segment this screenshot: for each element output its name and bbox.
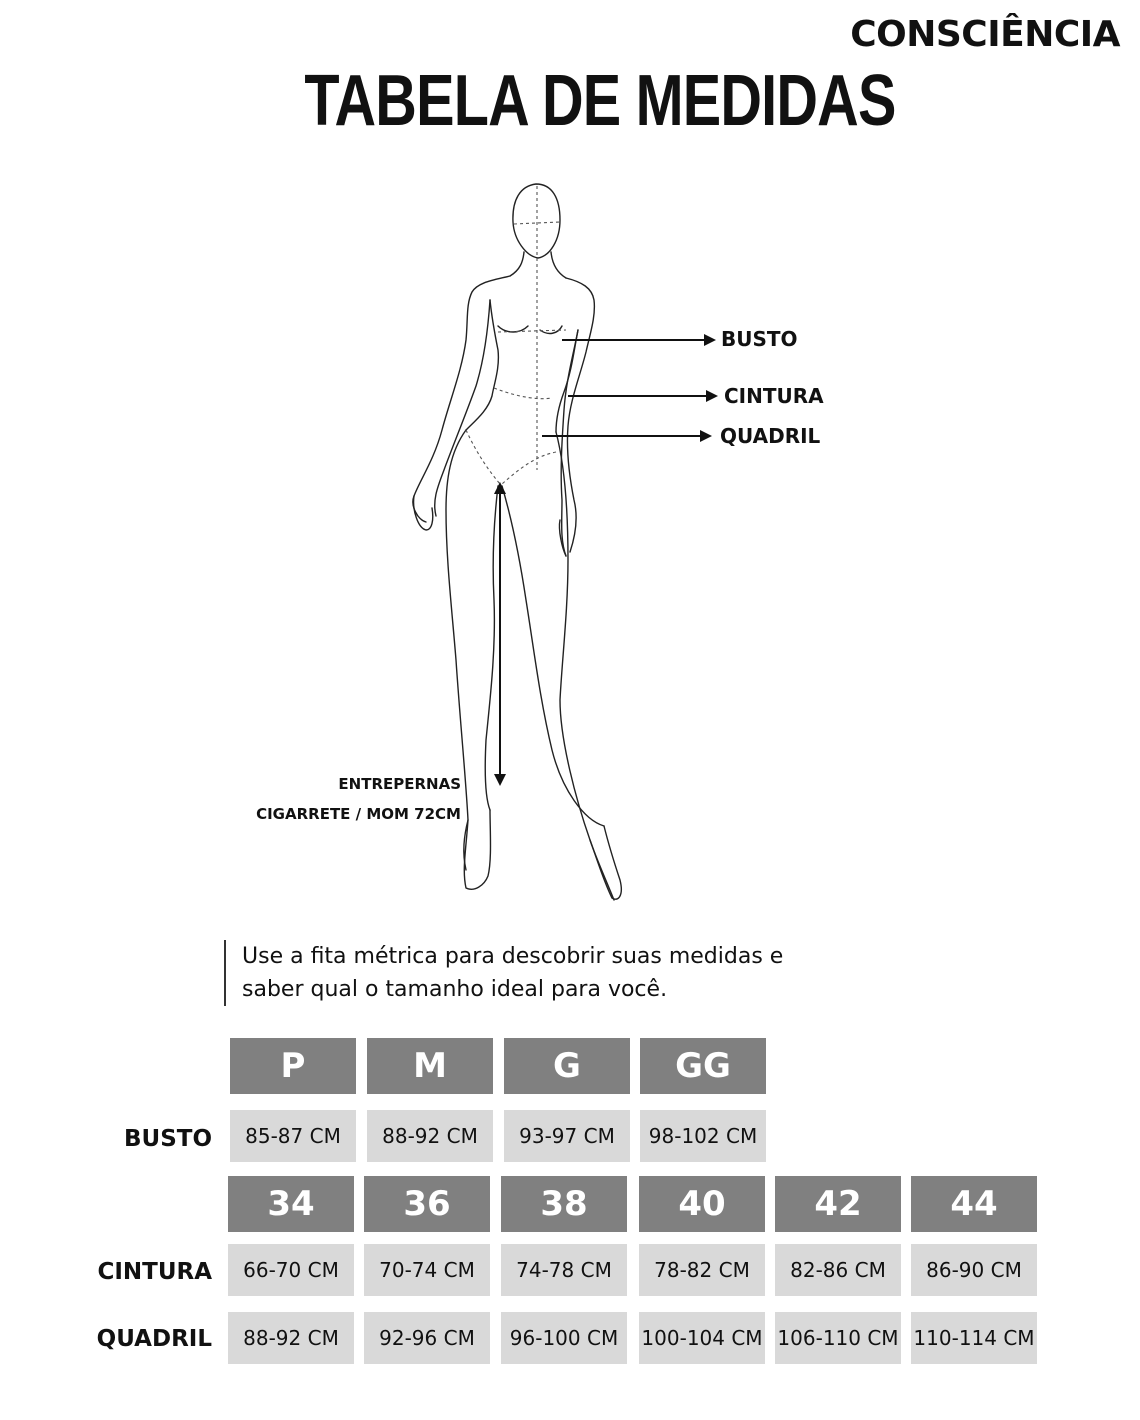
instruction-line-2: saber qual o tamanho ideal para você. <box>242 977 668 1002</box>
size-header-44: 44 <box>911 1176 1037 1232</box>
quadril-value-44: 110-114 CM <box>911 1312 1037 1364</box>
cintura-value-34: 66-70 CM <box>228 1244 354 1296</box>
size-header-g: G <box>504 1038 630 1094</box>
inseam-label-value: CIGARRETE / MOM 72CM <box>256 805 461 823</box>
cintura-value-36: 70-74 CM <box>364 1244 490 1296</box>
quadril-value-40: 100-104 CM <box>639 1312 765 1364</box>
size-header-36: 36 <box>364 1176 490 1232</box>
busto-label: BUSTO <box>721 327 798 351</box>
cintura-value-42: 82-86 CM <box>775 1244 901 1296</box>
size-header-40: 40 <box>639 1176 765 1232</box>
instruction-text <box>224 940 783 1006</box>
cintura-value-44: 86-90 CM <box>911 1244 1037 1296</box>
row-label-busto: BUSTO <box>123 1126 212 1152</box>
busto-value-m: 88-92 CM <box>367 1110 493 1162</box>
size-header-38: 38 <box>501 1176 627 1232</box>
cintura-value-38: 74-78 CM <box>501 1244 627 1296</box>
cintura-value-40: 78-82 CM <box>639 1244 765 1296</box>
busto-value-g: 93-97 CM <box>504 1110 630 1162</box>
quadril-value-38: 96-100 CM <box>501 1312 627 1364</box>
size-header-m: M <box>367 1038 493 1094</box>
inseam-label-title: ENTREPERNAS <box>338 775 461 793</box>
page-title: TABELA DE MEDIDAS <box>304 61 896 141</box>
quadril-value-34: 88-92 CM <box>228 1312 354 1364</box>
row-label-cintura: CINTURA <box>97 1259 212 1285</box>
size-header-gg: GG <box>640 1038 766 1094</box>
quadril-value-36: 92-96 CM <box>364 1312 490 1364</box>
quadril-label: QUADRIL <box>720 424 821 448</box>
instruction-line-1: Use a fita métrica para descobrir suas medidas e <box>242 944 784 969</box>
size-header-34: 34 <box>228 1176 354 1232</box>
busto-value-p: 85-87 CM <box>230 1110 356 1162</box>
quadril-value-42: 106-110 CM <box>775 1312 901 1364</box>
busto-value-gg: 98-102 CM <box>640 1110 766 1162</box>
size-header-p: P <box>230 1038 356 1094</box>
size-header-42: 42 <box>775 1176 901 1232</box>
row-label-quadril: QUADRIL <box>96 1326 212 1352</box>
cintura-label: CINTURA <box>724 384 824 408</box>
brand-logo: CONSCIÊNCIA <box>850 14 1120 55</box>
